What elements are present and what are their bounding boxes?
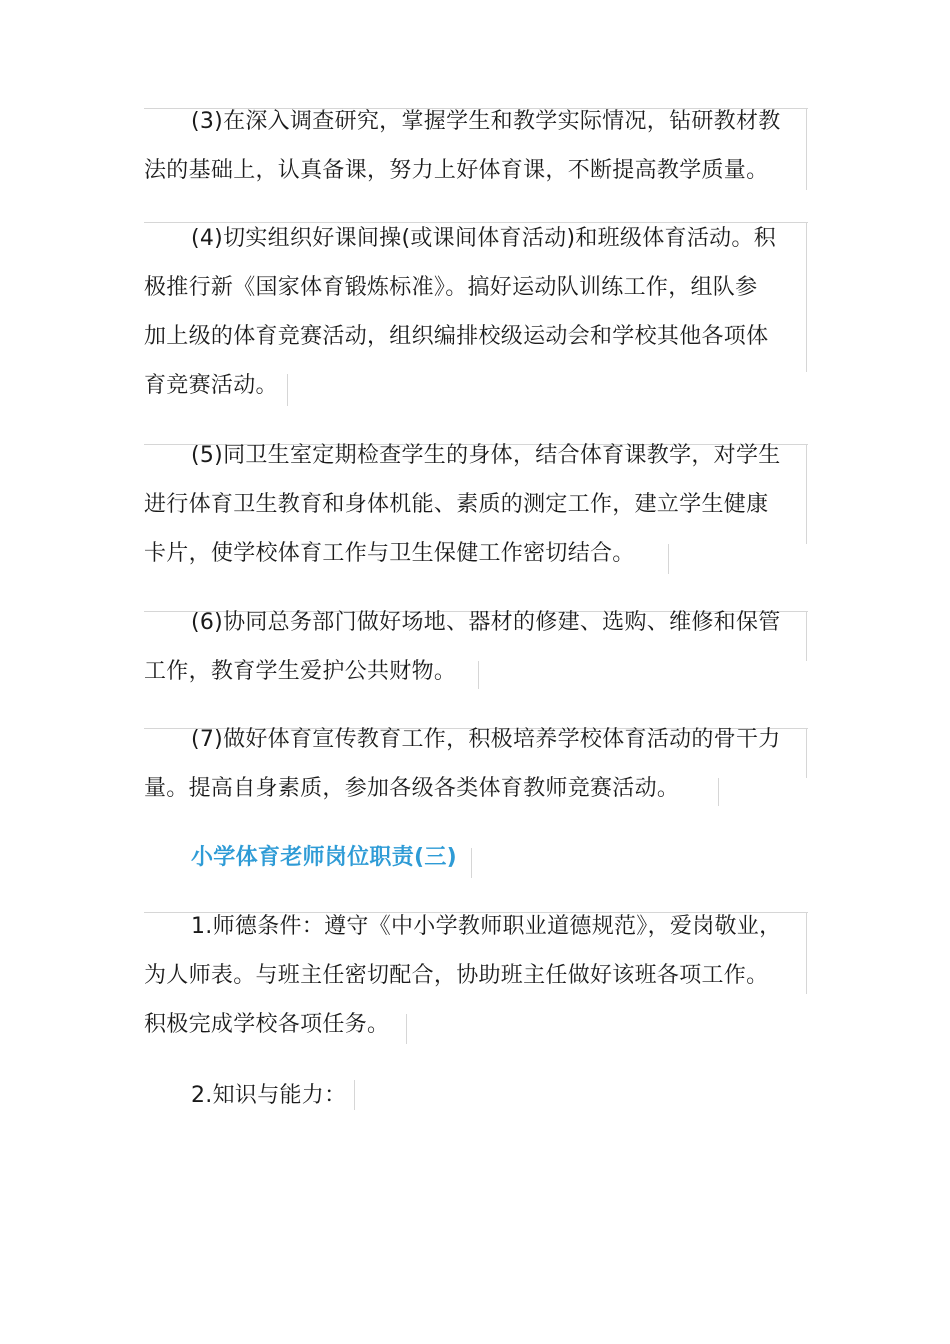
paragraph-line: 加上级的体育竞赛活动，组织编排校级运动会和学校其他各项体 [144,324,769,349]
heading-guide [471,848,472,878]
paragraph-line: 育竞赛活动。 [144,373,278,398]
paragraph-3 [144,97,781,195]
paragraph-line: (3)在深入调查研究，掌握学生和教学实际情况，钻研教材教 [191,109,781,134]
paragraph-line: 2.知识与能力： [191,1083,347,1108]
paragraph-guide [806,611,807,661]
paragraph-line: (7)做好体育宣传教育工作，积极培养学校体育活动的骨干力 [191,727,781,752]
paragraph-line: 工作，教育学生爱护公共财物。 [144,659,457,684]
paragraph-line: (6)协同总务部门做好场地、器材的修建、选购、维修和保管 [191,610,781,635]
paragraph-line: 为人师表。与班主任密切配合，协助班主任做好该班各项工作。 [144,963,769,988]
paragraph-6 [144,598,781,696]
section-2-paragraph [144,1071,346,1120]
paragraph-4 [144,214,776,410]
paragraph-line: 积极完成学校各项任务。 [144,1012,390,1037]
paragraph-guide [806,222,807,372]
paragraph-7 [144,715,781,813]
paragraph-guide [806,108,807,190]
paragraph-line: (4)切实组织好课间操(或课间体育活动)和班级体育活动。积 [191,226,777,251]
paragraph-line: (5)同卫生室定期检查学生的身体，结合体育课教学，对学生 [191,443,781,468]
paragraph-guide [806,728,807,778]
paragraph-line: 进行体育卫生教育和身体机能、素质的测定工作，建立学生健康 [144,492,769,517]
paragraph-5 [144,431,781,578]
paragraph-line: 法的基础上，认真备课，努力上好体育课，不断提高教学质量。 [144,158,769,183]
paragraph-line: 极推行新《国家体育锻炼标准》。搞好运动队训练工作，组队参 [144,275,758,300]
section-1-paragraph [144,902,781,1049]
paragraph-line: 1.师德条件：遵守《中小学教师职业道德规范》，爱岗敬业， [191,914,782,939]
section-heading: 小学体育老师岗位职责(三) [191,845,458,870]
paragraph-guide [806,912,807,994]
paragraph-guide [806,444,807,544]
paragraph-line: 卡片，使学校体育工作与卫生保健工作密切结合。 [144,541,635,566]
paragraph-line: 量。提高自身素质，参加各级各类体育教师竞赛活动。 [144,776,680,801]
paragraph-guide [354,1080,355,1110]
